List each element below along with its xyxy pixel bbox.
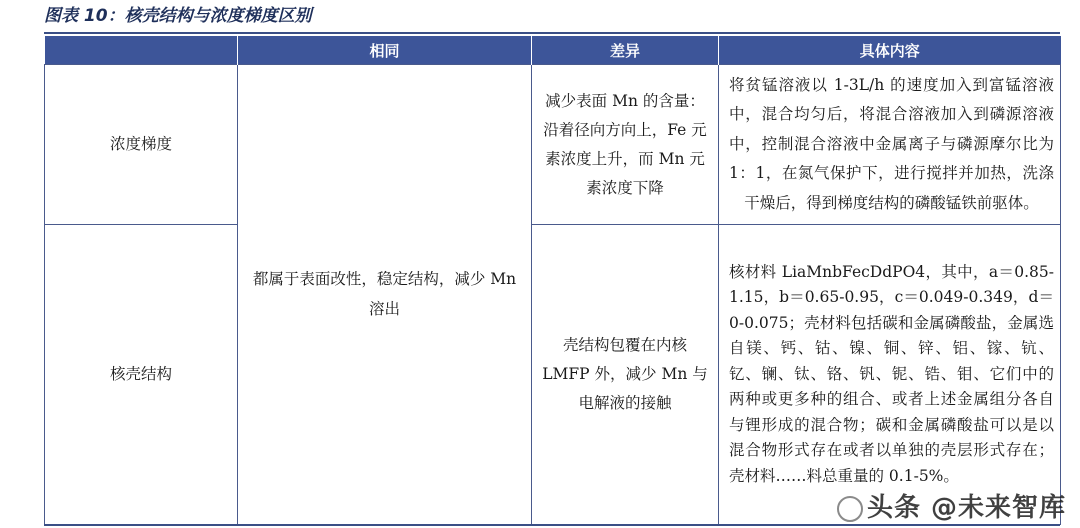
difference-text: 减少表面 Mn 的含量：沿着径向方向上，Fe 元素浓度上升，而 Mn 元素浓度下降 bbox=[543, 91, 707, 197]
table-row bbox=[45, 65, 1061, 225]
header-same: 相同 bbox=[238, 36, 532, 65]
detail-cell bbox=[719, 225, 1061, 525]
figure-title: 图表 10：核壳结构与浓度梯度区别 bbox=[44, 6, 312, 26]
watermark-text: 头条 @未来智库 bbox=[866, 493, 1066, 523]
top-rule bbox=[44, 32, 1060, 34]
common-cell bbox=[238, 65, 532, 525]
difference-text: 壳结构包覆在内核 LMFP 外，减少 Mn 与电解液的接触 bbox=[542, 336, 708, 412]
detail-text: 将贫锰溶液以 1-3L/h 的速度加入到富锰溶液中，混合均匀后，将混合溶液加入到磷源溶液中，控制混合溶液中金属离子与磷源摩尔比为 1：1，在氮气保护下，进行搅拌并加热，洗涤干燥后，得到梯度结构的磷酸锰铁前驱体。 bbox=[729, 75, 1054, 212]
detail-cell bbox=[719, 65, 1061, 225]
table-row bbox=[45, 225, 1061, 525]
comparison-table bbox=[44, 36, 1061, 525]
bottom-rule bbox=[44, 524, 1060, 526]
watermark bbox=[837, 487, 1066, 524]
table-header-row bbox=[45, 36, 1061, 65]
row-name-cell bbox=[45, 65, 238, 225]
header-detail: 具体内容 bbox=[719, 36, 1061, 65]
detail-text: 核材料 LiaMnbFecDdPO4，其中，a＝0.85-1.15，b＝0.65-0.95，c＝0.049-0.349，d＝0-0.075；壳材料包括碳和金属磷酸盐，金属选自镁、钙、钴、镍、铜、锌、铝、镓、钪、钇、镧、钛、铬、钒、铌、锆、钼、它们中的两种或更多种的组合、或者上述金属组分各自与锂形成的混合物；碳和金属磷酸盐可以是以混合物形式存在或者以单独的壳层形式存在；壳材料……料总重量的 0.1-5%。 bbox=[729, 262, 1054, 485]
common-text: 都属于表面改性，稳定结构，减少 Mn 溶出 bbox=[252, 270, 517, 318]
difference-cell bbox=[532, 225, 719, 525]
difference-cell bbox=[532, 65, 719, 225]
header-blank bbox=[45, 36, 238, 65]
watermark-logo-icon bbox=[837, 496, 863, 522]
header-difference: 差异 bbox=[532, 36, 719, 65]
row-name: 浓度梯度 bbox=[109, 134, 172, 153]
row-name: 核壳结构 bbox=[109, 364, 172, 383]
row-name-cell bbox=[45, 225, 238, 525]
